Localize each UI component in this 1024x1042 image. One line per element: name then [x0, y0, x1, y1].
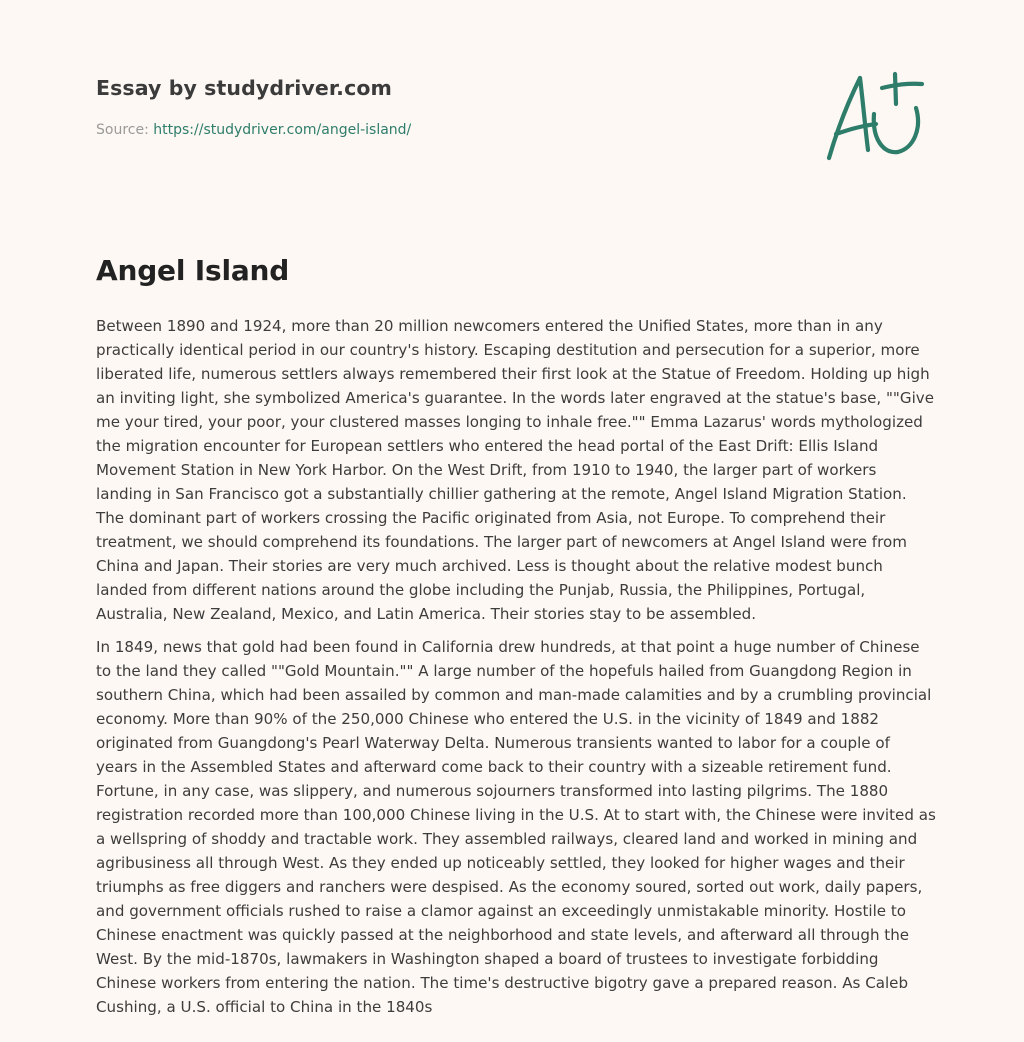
essay-header: [96, 76, 796, 138]
essay-body: [96, 314, 936, 1028]
page-title: Angel Island: [96, 254, 290, 287]
source-link[interactable]: https://studydriver.com/angel-island/: [153, 122, 412, 138]
paragraph: In 1849, news that gold had been found in California drew hundreds, at that point a huge number of Chinese to the land they called ""Gold Mountain."" A large number of the hopefuls hailed from Guangdong Region in southern China, which had been assailed by common and man-made calamities and by a crumbling provincial economy. More than 90% of the 250,000 Chinese who entered the U.S. in the vicinity of 1849 and 1882 originated from Guangdong's Pearl Waterway Delta. Numerous transients wanted to labor for a couple of years in the Assembled States and afterward come back to their country with a sizeable retirement fund. Fortune, in any case, was slippery, and numerous sojourners transformed into lasting pilgrims. The 1880 registration recorded more than 100,000 Chinese living in the U.S. At to start with, the Chinese were invited as a wellspring of shoddy and tractable work. They assembled railways, cleared land and worked in mining and agribusiness all through West. As they ended up noticeably settled, they looked for higher wages and their triumphs as free diggers and ranchers were despised. As the economy soured, sorted out work, daily papers, and government officials rushed to raise a clamor against an exceedingly unmistakable minority. Hostile to Chinese enactment was quickly passed at the neighborhood and state levels, and afterward all through the West. By the mid-1870s, lawmakers in Washington shaped a board of trustees to investigate forbidding Chinese workers from entering the nation. The time's destructive bigotry gave a prepared reason. As Caleb Cushing, a U.S. official to China in the 1840s: [96, 638, 936, 1016]
source-label: Source:: [96, 122, 149, 138]
a-plus-logo-icon: [822, 68, 928, 164]
paragraph: Between 1890 and 1924, more than 20 million newcomers entered the Unified States, more than in any practically identical period in our country's history. Escaping destitution and persecution for a superior, more liberated life, numerous settlers always remembered their first look at the Statue of Freedom. Holding up high an inviting light, she symbolized America's guarantee. In the words later engraved at the statue's base, ""Give me your tired, your poor, your clustered masses longing to inhale free."" Emma Lazarus' words mythologized the migration encounter for European settlers who entered the head portal of the East Drift: Ellis Island Movement Station in New York Harbor. On the West Drift, from 1910 to 1940, the larger part of workers landing in San Francisco got a substantially chillier gathering at the remote, Angel Island Migration Station. The dominant part of workers crossing the Pacific originated from Asia, not Europe. To comprehend their treatment, we should comprehend its foundations. The larger part of newcomers at Angel Island were from China and Japan. Their stories are very much archived. Less is thought about the relative modest bunch landed from different nations around the globe including the Punjab, Russia, the Philippines, Portugal, Australia, New Zealand, Mexico, and Latin America. Their stories stay to be assembled.: [96, 317, 934, 623]
source-line: [96, 122, 796, 138]
brand-title: Essay by studydriver.com: [96, 76, 392, 100]
a-plus-logo: [822, 68, 928, 164]
